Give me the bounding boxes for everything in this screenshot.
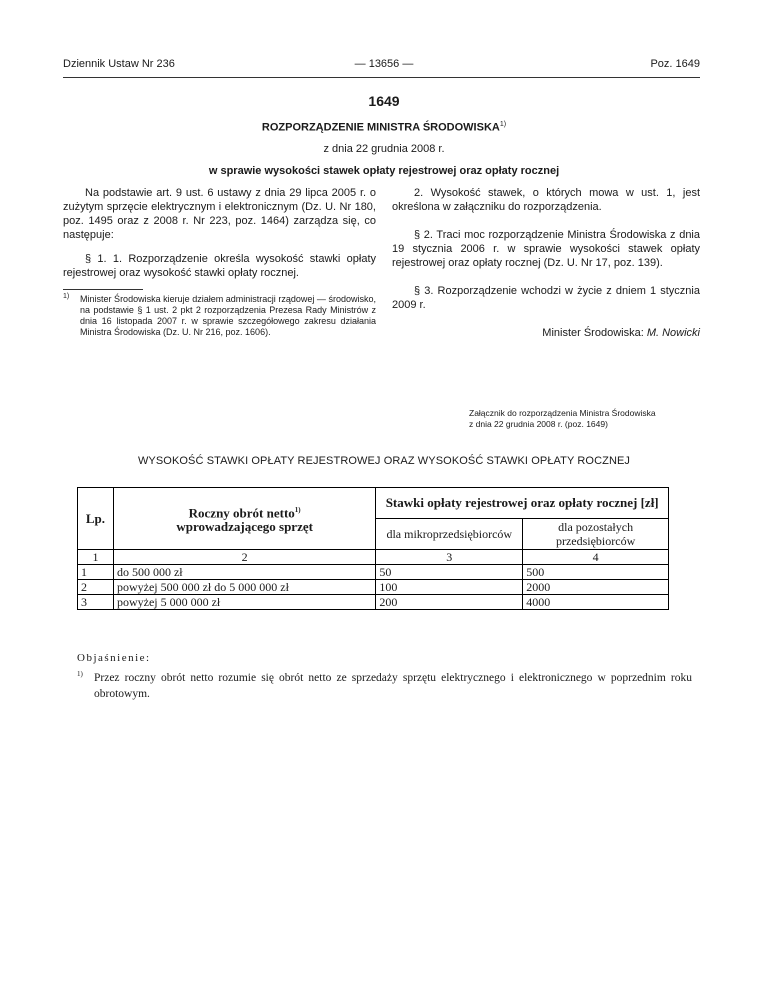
row-lp: 2	[78, 580, 114, 595]
annex-reference	[469, 408, 709, 430]
table-row	[78, 595, 669, 610]
row-lp: 1	[78, 565, 114, 580]
header-rates: Stawki opłaty rejestrowej oraz opłaty rocznej [zł]	[376, 488, 669, 519]
act-title	[0, 121, 768, 134]
footnote-divider	[63, 289, 143, 290]
row-turnover: powyżej 5 000 000 zł	[113, 595, 375, 610]
row-other-rate: 500	[523, 565, 669, 580]
annex-title: WYSOKOŚĆ STAWKI OPŁATY REJESTROWEJ ORAZ WYSOKOŚĆ STAWKI OPŁATY ROCZNEJ	[137, 455, 631, 467]
journal-title: Dziennik Ustaw Nr 236	[63, 58, 175, 70]
right-column	[392, 186, 700, 340]
act-subject: w sprawie wysokości stawek opłaty rejestrowej oraz opłaty rocznej	[208, 165, 560, 177]
row-micro-rate: 200	[376, 595, 523, 610]
header-other: dla pozostałych przedsiębiorców	[523, 519, 669, 550]
column-number-1: 1	[78, 550, 114, 565]
page-number: — 13656 —	[354, 58, 414, 70]
row-turnover: do 500 000 zł	[113, 565, 375, 580]
header-turnover-mark: 1)	[294, 505, 301, 514]
row-lp: 3	[78, 595, 114, 610]
explanation-text: Przez roczny obrót netto rozumie się obrót netto ze sprzedaży sprzętu elektrycznego i elektronicznego w poprzednim roku obrotowym.	[94, 672, 692, 700]
header-turnover-line-2: wprowadzającego sprzęt	[176, 519, 313, 535]
act-date: z dnia 22 grudnia 2008 r.	[323, 143, 445, 155]
fee-table	[77, 487, 669, 610]
header-micro: dla mikroprzedsiębiorców	[376, 519, 523, 550]
signature-name: M. Nowicki	[646, 327, 700, 339]
explanation-heading: Objaśnienie:	[77, 652, 151, 664]
act-title-text: ROZPORZĄDZENIE MINISTRA ŚRODOWISKA	[261, 121, 500, 134]
annex-reference-line-1: Załącznik do rozporządzenia Ministra Środowiska	[469, 408, 656, 418]
position-number: Poz. 1649	[650, 58, 700, 70]
header-lp: Lp.	[78, 488, 114, 550]
signature-label: Minister Środowiska:	[542, 327, 644, 339]
column-number-2: 2	[113, 550, 375, 565]
footnote: $^{1)}$ Minister Środowiska kieruje działem administracji rządowej — środowisko, na podstawie § 1 ust. 2 pkt 2 rozporządzenia Prezesa Rady Ministrów z dnia 16 listopada 2007 r. w sprawie szczegółowego zakresu działania Ministra Środowiska (Dz. U. Nr 216, poz. 1606).	[63, 293, 376, 337]
preamble: Na podstawie art. 9 ust. 6 ustawy z dnia 29 lipca 2005 r. o zużytym sprzęcie elektrycznym i elektronicznym (Dz. U. Nr 180, poz. 1495 oraz z 2008 r. Nr 223, poz. 1464) zarządza się, co następuje:	[63, 187, 376, 241]
header-divider	[63, 77, 700, 78]
act-title-footnote-mark: 1)	[499, 121, 507, 128]
paragraph-1-ust-2: 2. Wysokość stawek, o których mowa w ust. 1, jest określona w załączniku do rozporządzenia.	[392, 187, 700, 213]
table-row	[78, 580, 669, 595]
explanation-footnote: $^{1)}$ Przez roczny obrót netto rozumie się obrót netto ze sprzedaży sprzętu elektrycznego i elektronicznego w poprzednim roku obrotowym.	[77, 670, 692, 700]
paragraph-1-ust-1: § 1. 1. Rozporządzenie określa wysokość stawki opłaty rejestrowej oraz wysokość stawki opłaty rocznej.	[63, 253, 376, 279]
column-number-4: 4	[523, 550, 669, 565]
row-other-rate: 4000	[523, 595, 669, 610]
row-turnover: powyżej 500 000 zł do 5 000 000 zł	[113, 580, 375, 595]
paragraph-2: § 2. Traci moc rozporządzenie Ministra Środowiska z dnia 19 stycznia 2006 r. w sprawie wysokości stawek opłaty rejestrowej oraz opłaty rocznej (Dz. U. Nr 17, poz. 139).	[392, 229, 700, 269]
footnote-text: Minister Środowiska kieruje działem administracji rządowej — środowisko, na podstawie § 1 ust. 2 pkt 2 rozporządzenia Prezesa Rady Ministrów z dnia 16 listopada 2007 r. w sprawie szczegółowego zakresu działania Ministra Środowiska (Dz. U. Nr 216, poz. 1606).	[80, 294, 376, 337]
header-turnover	[113, 488, 375, 550]
paragraph-3: § 3. Rozporządzenie wchodzi w życie z dniem 1 stycznia 2009 r.	[392, 285, 700, 311]
signature	[392, 326, 700, 340]
row-micro-rate: 50	[376, 565, 523, 580]
header-turnover-line-1: Roczny obrót netto	[188, 505, 295, 521]
annex-reference-line-2: z dnia 22 grudnia 2008 r. (poz. 1649)	[469, 419, 608, 429]
table-row	[78, 565, 669, 580]
left-column	[63, 186, 376, 338]
row-micro-rate: 100	[376, 580, 523, 595]
row-other-rate: 2000	[523, 580, 669, 595]
column-number-3: 3	[376, 550, 523, 565]
act-number: 1649	[368, 93, 400, 109]
